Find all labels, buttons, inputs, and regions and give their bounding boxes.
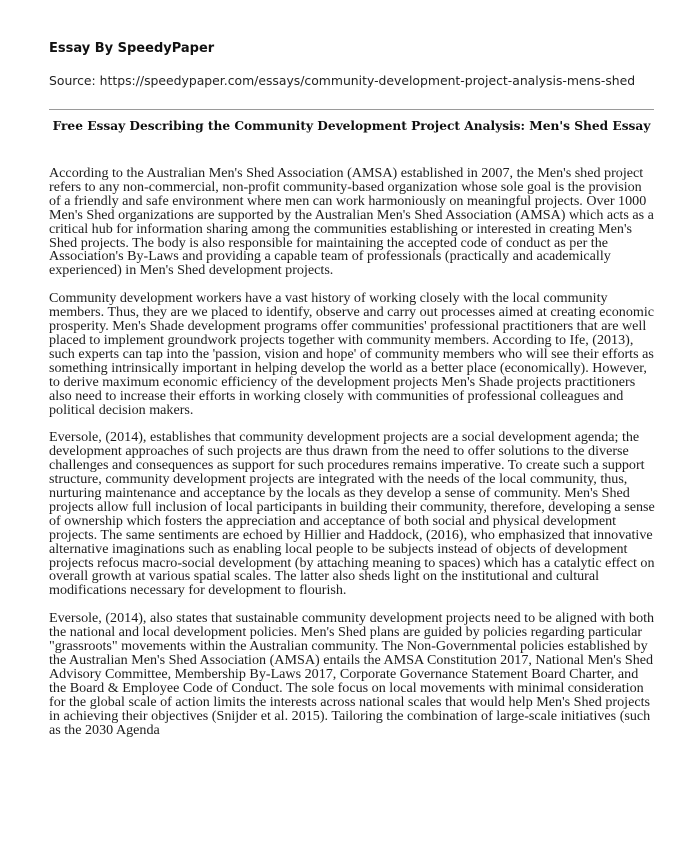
header-divider — [49, 109, 654, 110]
essay-title: Free Essay Describing the Community Development Project Analysis: Men's Shed Essay — [52, 119, 651, 133]
paragraph-3: Eversole, (2014), establishes that community development projects are a social development agenda; the development approaches of such projects are thus drawn from the need to offer solutions to the diverse challenges and consequences as support for such procedures remains imperative. To create such a support structure, community development projects are integrated with the needs of the local community, thus, nurturing maintenance and acceptance by the locals as they develop a sense of community. Men's Shed projects allow full inclusion of local participants in building their community, therefore, developing a sense of ownership which fosters the appreciation and acceptance of both social and physical development projects. The same sentiments are echoed by Hillier and Haddock, (2016), who emphasized that innovative alternative imaginations such as enabling local people to be subjects instead of objects of development projects refocus macro-social development (by attaching meaning to spaces) which has a catalytic effect on overall growth at various spatial scales. The latter also sheds light on the institutional and cultural modifications necessary for development to flourish. — [49, 429, 655, 599]
paragraph-4: Eversole, (2014), also states that sustainable community development projects need to be aligned with both the national and local development policies. Men's Shed plans are guided by policies regarding particular "grassroots" movements within the Australian community. The Non-Governmental policies established by the Australian Men's Shed Association (AMSA) entails the AMSA Constitution 2017, National Men's Shed Advisory Committee, Membership By-Laws 2017, Corporate Governance Statement Board Charter, and the Board & Employee Code of Conduct. The sole focus on local movements with minimal consideration for the global scale of action limits the interests across national scales that would help Men's Shed projects in achieving their objectives (Snijder et al. 2015). Tailoring the combination of large-scale initiatives (such as the 2030 Agenda — [49, 610, 655, 738]
brand-heading: Essay By SpeedyPaper — [49, 41, 215, 56]
essay-body — [49, 167, 656, 751]
paragraph-1: According to the Australian Men's Shed Association (AMSA) established in 2007, the Men's shed project refers to any non-commercial, non-profit community-based organization whose sole goal is the provision of a friendly and safe environment where men can work harmoniously on meaningful projects. Over 1000 Men's Shed organizations are supported by the Australian Men's Shed Association (AMSA) which acts as a critical hub for information sharing among the communities establishing or interested in creating Men's Shed projects. The body is also responsible for maintaining the accepted code of conduct as per the Association's By-Laws and providing a capable team of professionals (practically and academically experienced) in Men's Shed development projects. — [49, 165, 654, 279]
source-line: Source: https://speedypaper.com/essays/community-development-project-analysis-mens-shed — [49, 73, 636, 88]
paragraph-2: Community development workers have a vast history of working closely with the local community members. Thus, they are we placed to identify, observe and carry out processes aimed at creating economic prosperity. Men's Shade development programs offer communities' professional practitioners that are well placed to implement groundwork projects together with community members. According to Ife, (2013), such experts can tap into the 'passion, vision and hope' of community members who will see their efforts as something intrinsically important in helping develop the world as a better place (economically). However, to derive maximum economic efficiency of the development projects Men's Shade projects practitioners also need to increase their efforts in working closely with communities of professional colleagues and political decision makers. — [49, 290, 655, 418]
